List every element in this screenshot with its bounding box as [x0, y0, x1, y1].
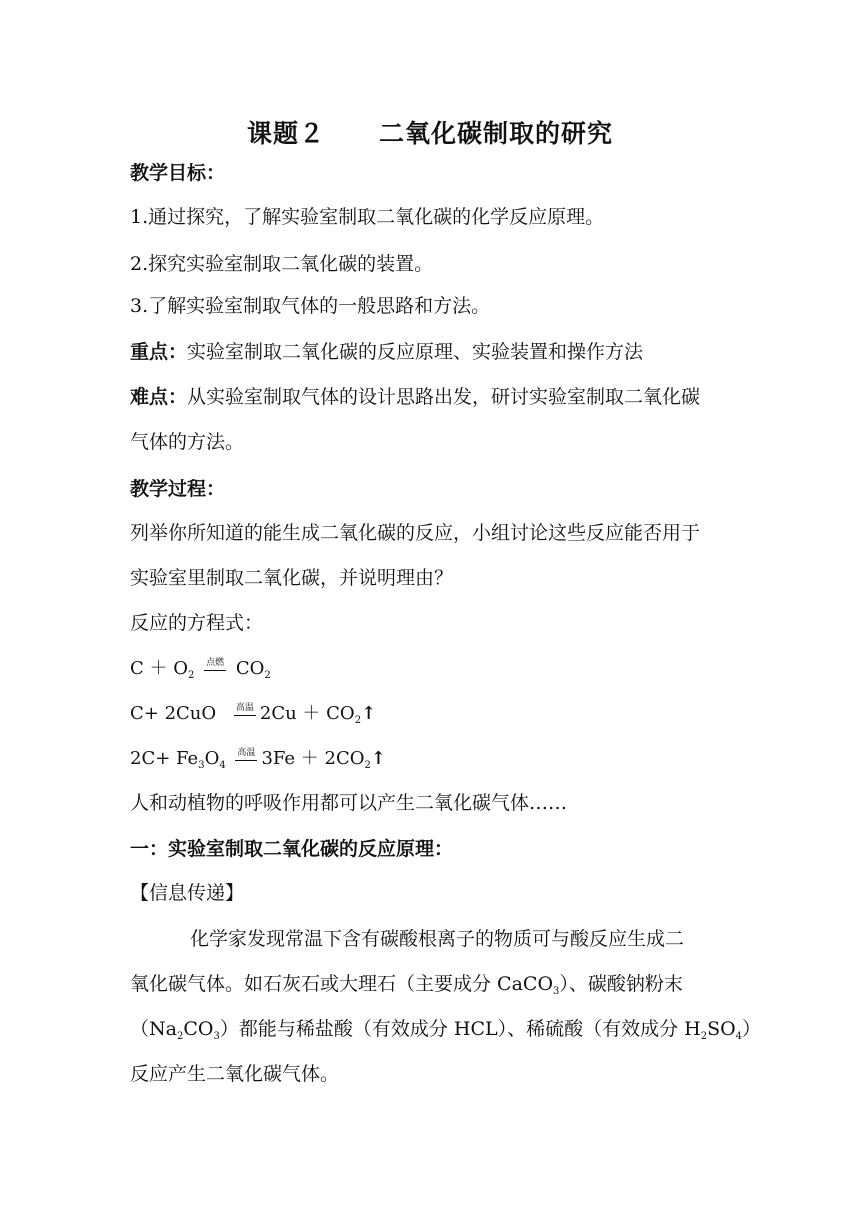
eq2-reactants: C+ 2CuO [130, 703, 217, 724]
info-line2-c: ）、碳酸钠粉末 [559, 973, 683, 995]
gas-arrow-icon: ↑ [361, 703, 377, 724]
goal-item-2: 2.探究实验室制取二氧化碳的装置。 [130, 253, 434, 275]
eq1-products: CO [235, 658, 265, 679]
eq2-sub-co2: 2 [354, 715, 362, 726]
equation-3 [130, 748, 386, 771]
section1-heading: 一：实验室制取二氧化碳的反应原理： [130, 838, 454, 860]
key-point-label: 重点： [130, 341, 188, 363]
key-point-text: 实验室制取二氧化碳的反应原理、实验装置和操作方法 [187, 341, 644, 363]
info-line3-g: SO [707, 1018, 736, 1040]
page-title [0, 114, 860, 150]
eq2-condition-text: 高温 [235, 703, 254, 713]
info-line3 [130, 1018, 762, 1042]
info-label: 【信息传递】 [130, 882, 245, 904]
process-heading: 教学过程： [130, 478, 226, 500]
info-line2-a: 氧化碳气体。如石灰石或大理石（主要成分 CaCO [130, 973, 554, 995]
info-line3-e: ）都能与稀盐酸（有效成分 HCL）、稀硫酸（有效成分 H [219, 1018, 701, 1040]
process-intro-line1: 列举你所知道的能生成二氧化碳的反应，小组讨论这些反应能否用于 [130, 522, 701, 544]
info-line2 [130, 973, 683, 997]
difficulty-text-line2: 气体的方法。 [130, 431, 245, 453]
key-point [130, 343, 643, 362]
eq3-condition-text: 高温 [237, 748, 256, 758]
difficulty-text-line1: 从实验室制取气体的设计思路出发，研讨实验室制取二氧化碳 [187, 386, 701, 408]
eq3-products: 3Fe ＋ 2CO [261, 748, 365, 769]
eq1-condition-text: 点燃 [206, 658, 225, 668]
info-line2-sub: 3 [553, 986, 560, 997]
info-line3-a: （Na [130, 1018, 177, 1040]
eq1-sub-co2: 2 [264, 670, 271, 681]
info-line1: 化学家发现常温下含有碳酸根离子的物质可与酸反应生成二 [190, 928, 685, 950]
equation-2 [130, 703, 377, 726]
eq3-reactants-a: 2C+ Fe [130, 748, 199, 769]
eq3-sub-co2: 2 [364, 760, 371, 771]
eq3-sub-4: 4 [219, 760, 226, 771]
difficulty-label: 难点： [130, 386, 188, 408]
gas-arrow-icon: ↑ [370, 748, 386, 769]
equations-label: 反应的方程式： [130, 612, 264, 634]
goal-item-1: 1.通过探究，了解实验室制取二氧化碳的化学反应原理。 [130, 206, 605, 228]
eq3-sub-3: 3 [198, 760, 205, 771]
course-number: 课题２ [246, 119, 325, 148]
info-line3-sub3: 2 [700, 1031, 708, 1042]
info-line3-sub1: 2 [176, 1031, 184, 1042]
breath-note: 人和动植物的呼吸作用都可以产生二氧化碳气体…… [130, 792, 568, 814]
course-name: 二氧化碳制取的研究 [379, 119, 614, 148]
eq3-reactants-b: O [204, 748, 220, 769]
eq1-sub-o2: 2 [187, 670, 195, 681]
info-line3-i: ） [742, 1018, 762, 1040]
goal-item-3: 3.了解实验室制取气体的一般思路和方法。 [130, 295, 491, 317]
eq1-reactants: C ＋ O [130, 658, 188, 679]
eq2-products: 2Cu ＋ CO [259, 703, 355, 724]
goals-heading: 教学目标： [130, 162, 226, 184]
info-line3-c: CO [183, 1018, 214, 1040]
difficulty [130, 388, 700, 407]
process-intro-line2: 实验室里制取二氧化碳，并说明理由？ [130, 567, 454, 589]
equation-1 [130, 658, 271, 681]
info-line3-sub2: 3 [213, 1031, 220, 1042]
info-line4: 反应产生二氧化碳气体。 [130, 1063, 340, 1085]
info-line3-sub4: 4 [735, 1031, 743, 1042]
